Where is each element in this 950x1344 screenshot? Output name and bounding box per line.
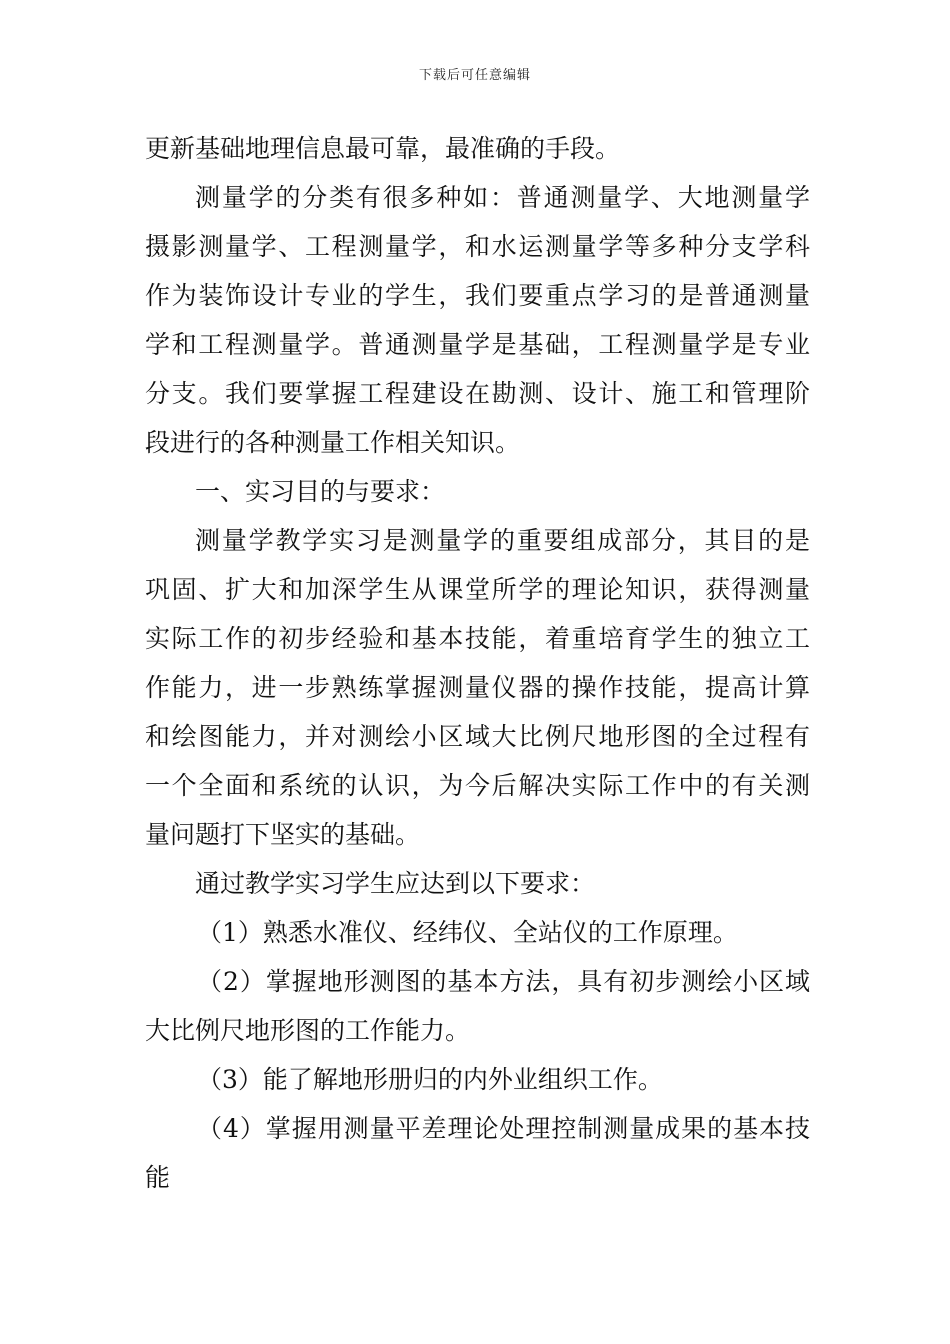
text-line: 量问题打下坚实的基础。	[145, 820, 421, 849]
text-line: （2）掌握地形测图的基本方法，具有初步测绘小区域	[197, 967, 810, 996]
text-line: 更新基础地理信息最可靠，最准确的手段。	[145, 134, 621, 163]
text-line: 通过教学实习学生应达到以下要求：	[195, 869, 596, 898]
page-header: 下载后可任意编辑	[418, 68, 531, 83]
text-line: 测量学教学实习是测量学的重要组成部分，其目的是	[195, 526, 810, 555]
text-line: （3）能了解地形册归的内外业组织工作。	[197, 1065, 663, 1094]
text-line: 一个全面和系统的认识，为今后解决实际工作中的有关测	[145, 771, 810, 800]
text-line: （4）掌握用测量平差理论处理控制测量成果的基本技	[197, 1114, 810, 1143]
text-line: 段进行的各种测量工作相关知识。	[145, 428, 521, 457]
text-line: 大比例尺地形图的工作能力。	[145, 1016, 471, 1045]
text-line: 能	[145, 1163, 171, 1192]
text-line: 一、实习目的与要求：	[195, 477, 446, 506]
text-line: 分支。我们要掌握工程建设在勘测、设计、施工和管理阶	[145, 379, 810, 408]
text-line: 摄影测量学、工程测量学，和水运测量学等多种分支学科	[145, 232, 810, 261]
text-line: 和绘图能力，并对测绘小区域大比例尺地形图的全过程有	[145, 722, 810, 751]
text-line: 作为装饰设计专业的学生，我们要重点学习的是普通测量	[145, 281, 810, 310]
text-line: 作能力，进一步熟练掌握测量仪器的操作技能，提高计算	[145, 673, 810, 702]
text-line: 学和工程测量学。普通测量学是基础，工程测量学是专业	[145, 330, 810, 359]
text-line: 巩固、扩大和加深学生从课堂所学的理论知识，获得测量	[145, 575, 810, 604]
text-line: （1）熟悉水准仪、经纬仪、全站仪的工作原理。	[197, 918, 738, 947]
text-line: 实际工作的初步经验和基本技能，着重培育学生的独立工	[145, 624, 810, 653]
document-body	[145, 124, 810, 1202]
text-line: 测量学的分类有很多种如：普通测量学、大地测量学	[195, 183, 810, 212]
